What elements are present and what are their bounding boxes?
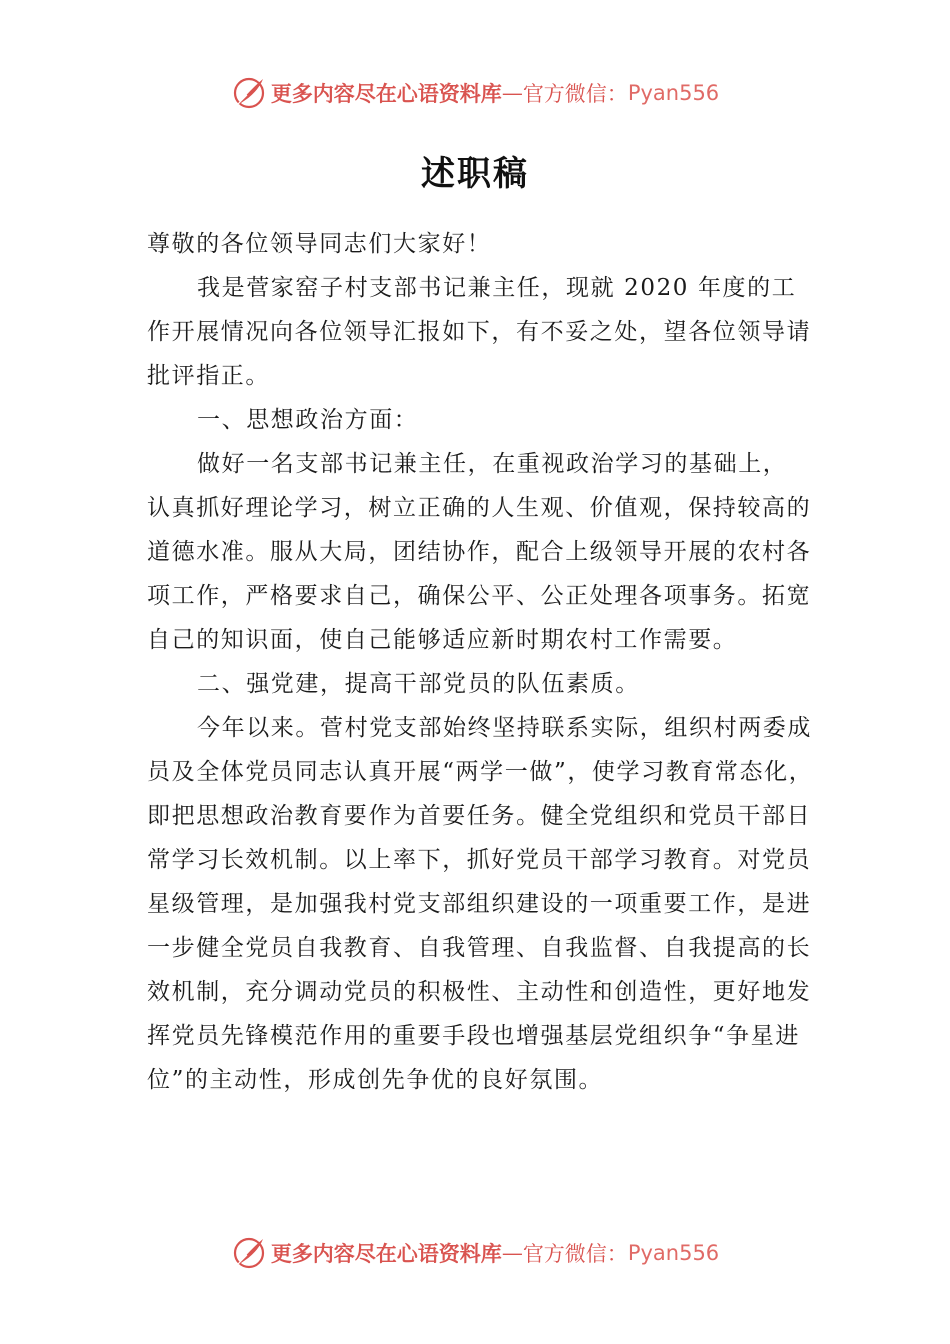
quill-pen-logo-icon: [231, 75, 267, 111]
greeting-paragraph: 尊敬的各位领导同志们大家好！: [147, 231, 492, 257]
header-banner: [0, 71, 950, 115]
ideology-paragraph-lead: 做好一名支部书记兼主任，在重视政治学习的基础上，: [197, 451, 788, 477]
banner-brand-text: 更多内容尽在心语资料库: [270, 81, 502, 106]
document-body: [147, 222, 819, 1102]
quill-pen-logo-icon: [231, 1235, 267, 1271]
ideology-paragraph-body: 认真抓好理论学习，树立正确的人生观、价值观，保持较高的道德水准。服从大局，团结协作，配合上级领导开展的农村各项工作，严格要求自己，确保公平、公正处理各项事务。拓宽自己的知识面，使自己能够适应新时期农村工作需要。: [147, 495, 812, 653]
banner-separator: —: [501, 1241, 523, 1265]
document-title: 述职稿: [421, 154, 529, 194]
section-heading-ideology: 一、思想政治方面：: [197, 407, 419, 433]
intro-paragraph: 我是菅家窑子村支部书记兼主任，现就 2020 年度的工作开展情况向各位领导汇报如下，有不妥之处，望各位领导请批评指正。: [147, 275, 812, 389]
footer-banner: [0, 1231, 950, 1275]
banner-wechat-label: 官方微信：: [522, 1242, 628, 1266]
party-building-paragraph: 今年以来。菅村党支部始终坚持联系实际，组织村两委成员及全体党员同志认真开展“两学一做”，使学习教育常态化，即把思想政治教育要作为首要任务。健全党组织和党员干部日常学习长效机制。以上率下，抓好党员干部学习教育。对党员星级管理，是加强我村党支部组织建设的一项重要工作，是进一步健全党员自我教育、自我管理、自我监督、自我提高的长效机制，充分调动党员的积极性、主动性和创造性，更好地发挥党员先锋模范作用的重要手段也增强基层党组织争“争星进位”的主动性，形成创先争优的良好氛围。: [147, 715, 814, 1093]
section-heading-party-building: 二、强党建，提高干部党员的队伍素质。: [197, 671, 640, 697]
banner-wechat-label: 官方微信：: [522, 82, 628, 106]
banner-separator: —: [501, 81, 523, 105]
banner-wechat-id: Pyan556: [627, 81, 720, 105]
banner-wechat-id: Pyan556: [627, 1241, 720, 1265]
banner-brand-text: 更多内容尽在心语资料库: [270, 1241, 502, 1266]
